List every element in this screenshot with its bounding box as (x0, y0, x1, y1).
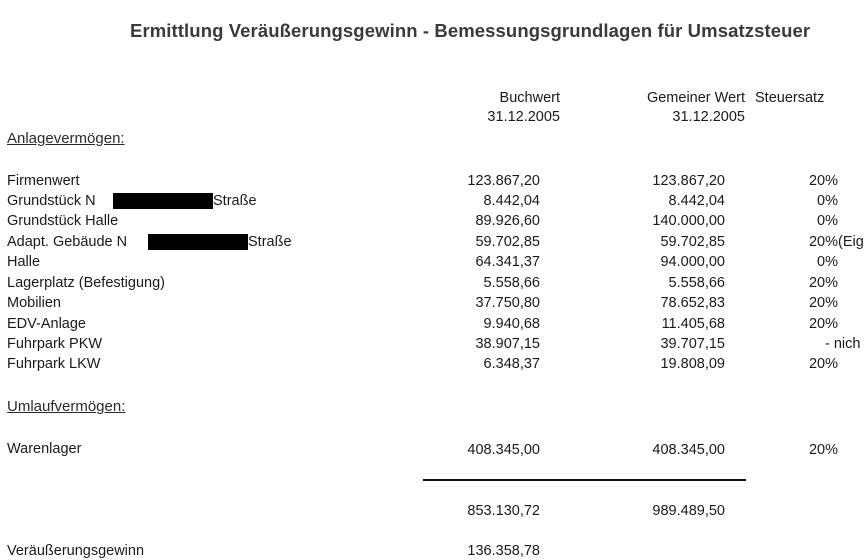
row-steuersatz: 20% (808, 356, 838, 372)
row-gemeiner-wert: 140.000,00 (652, 213, 725, 229)
row-gemeiner-wert: 94.000,00 (660, 254, 725, 270)
document-title: Ermittlung Veräußerungsgewinn - Bemessungsgrundlagen für Umsatzsteuer (130, 20, 811, 41)
row-buchwert: 8.442,04 (483, 193, 540, 209)
redaction-bar (148, 234, 248, 250)
total-buchwert: 853.130,72 (467, 503, 540, 519)
row-label: Firmenwert (7, 173, 80, 189)
row-buchwert: 6.348,37 (483, 356, 540, 372)
row-steuersatz: 0% (817, 193, 838, 209)
row-buchwert: 123.867,20 (467, 173, 540, 189)
row-note: (Eig (838, 234, 864, 250)
row-label: Grundstück Halle (7, 213, 119, 229)
row-buchwert: 89.926,60 (475, 213, 540, 229)
total-gemeiner-wert: 989.489,50 (652, 503, 725, 519)
row-buchwert: 59.702,85 (475, 234, 540, 250)
gewinn-value: 136.358,78 (467, 543, 540, 559)
row-gemeiner-wert: 11.405,68 (661, 316, 725, 332)
row-label: Adapt. Gebäude N (7, 234, 128, 250)
row-steuersatz: 20% (808, 316, 838, 332)
row-label: Fuhrpark PKW (7, 336, 103, 352)
row-gemeiner-wert: 123.867,20 (652, 173, 725, 189)
row-label-suffix: Straße (213, 193, 257, 209)
gewinn-label: Veräußerungsgewinn (7, 543, 145, 559)
row-label: Grundstück N (7, 193, 96, 209)
row-gemeiner-wert: 39.707,15 (660, 336, 725, 352)
row-steuersatz: 20% (808, 234, 838, 250)
row-label: Lagerplatz (Befestigung) (7, 275, 165, 291)
row-gemeiner-wert: 8.442,04 (668, 193, 725, 209)
row-label: Fuhrpark LKW (7, 356, 101, 372)
row-gemeiner-wert: 78.652,83 (660, 295, 725, 311)
row-label-suffix: Straße (248, 234, 292, 250)
row-steuersatz: 0% (817, 254, 838, 270)
redaction-bar (113, 193, 213, 209)
row-label: Mobilien (7, 295, 61, 311)
row-buchwert: 38.907,15 (475, 336, 540, 352)
row-buchwert: 5.558,66 (483, 275, 540, 291)
warenlager-steuersatz: 20% (808, 442, 838, 458)
warenlager-buchwert: 408.345,00 (467, 442, 540, 458)
row-steuersatz: 0% (817, 213, 838, 229)
col-header-buchwert-date: 31.12.2005 (487, 109, 560, 125)
row-gemeiner-wert: 5.558,66 (668, 275, 725, 291)
row-steuersatz: 20% (808, 173, 838, 189)
section-anlagevermoegen: Anlagevermögen: (7, 130, 125, 147)
row-gemeiner-wert: 59.702,85 (660, 234, 725, 250)
row-label: Halle (7, 254, 41, 270)
section-umlaufvermoegen: Umlaufvermögen: (7, 398, 126, 415)
row-steuersatz: 20% (808, 295, 838, 311)
col-header-buchwert: Buchwert (499, 90, 560, 106)
row-steuersatz: 20% (808, 275, 838, 291)
row-gemeiner-wert: 19.808,09 (660, 356, 725, 372)
row-buchwert: 9.940,68 (483, 316, 540, 332)
col-header-gemeiner-wert-date: 31.12.2005 (672, 109, 745, 125)
sum-rule (423, 479, 746, 481)
col-header-gemeiner-wert: Gemeiner Wert (646, 90, 745, 106)
warenlager-label: Warenlager (7, 441, 82, 457)
row-label: EDV-Anlage (7, 316, 86, 332)
warenlager-gemeiner-wert: 408.345,00 (652, 442, 725, 458)
row-note: - nich (825, 336, 861, 352)
col-header-steuersatz: Steuersatz (755, 90, 825, 106)
row-buchwert: 37.750,80 (475, 295, 540, 311)
row-buchwert: 64.341,37 (475, 254, 540, 270)
